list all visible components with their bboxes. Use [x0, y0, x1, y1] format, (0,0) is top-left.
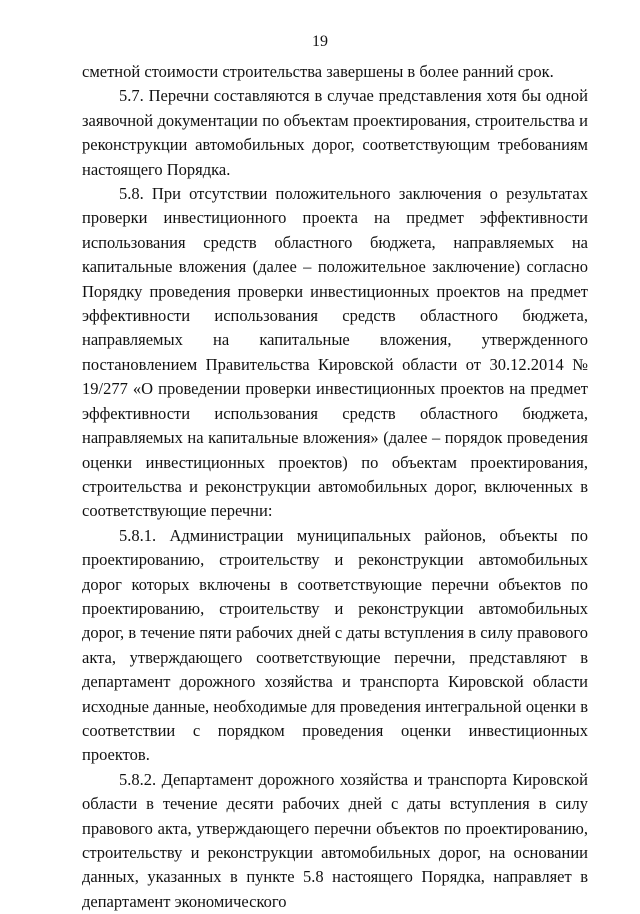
- document-body: [82, 60, 588, 914]
- paragraph-continuation: сметной стоимости строительства завершены в более ранний срок.: [82, 62, 554, 81]
- paragraph-5-7: 5.7. Перечни составляются в случае представления хотя бы одной заявочной документации по объектам проектирования, строительства и реконструкции автомобильных дорог, соответствующим требованиям настоящего Порядка.: [82, 86, 588, 179]
- paragraph-5-8: 5.8. При отсутствии положительного заключения о результатах проверки инвестиционного проекта на предмет эффективности использования средств областного бюджета, направляемых на капитальные вложения (далее – положительное заключение) согласно Порядку проведения проверки инвестиционных проектов на предмет эффективности использования средств областного бюджета, направляемых на капитальные вложения, утвержденного постановлением Правительства Кировской области от 30.12.2014 № 19/277 «О проведении проверки инвестиционных проектов на предмет эффективности использования средств областного бюджета, направляемых на капитальные вложения» (далее – порядок проведения оценки инвестиционных проектов) по объектам проектирования, строительства и реконструкции автомобильных дорог, включенных в соответствующие перечни:: [82, 184, 588, 521]
- paragraph-5-8-1: 5.8.1. Администрации муниципальных районов, объекты по проектированию, строительству и реконструкции автомобильных дорог которых включены в соответствующие перечни объектов по проектированию, строительству и реконструкции автомобильных дорог, в течение пяти рабочих дней с даты вступления в силу правового акта, утверждающего соответствующие перечни, представляют в департамент дорожного хозяйства и транспорта Кировской области исходные данные, необходимые для проведения интегральной оценки в соответствии с порядком проведения оценки инвестиционных проектов.: [82, 525, 588, 765]
- page-number: 19: [312, 33, 328, 50]
- paragraph-5-8-2: 5.8.2. Департамент дорожного хозяйства и транспорта Кировской области в течение десяти рабочих дней с даты вступления в силу правового акта, утверждающего перечни объектов по проектированию, строительству и реконструкции автомобильных дорог, на основании данных, указанных в пункте 5.8 настоящего Порядка, направляет в департамент экономического: [82, 769, 588, 911]
